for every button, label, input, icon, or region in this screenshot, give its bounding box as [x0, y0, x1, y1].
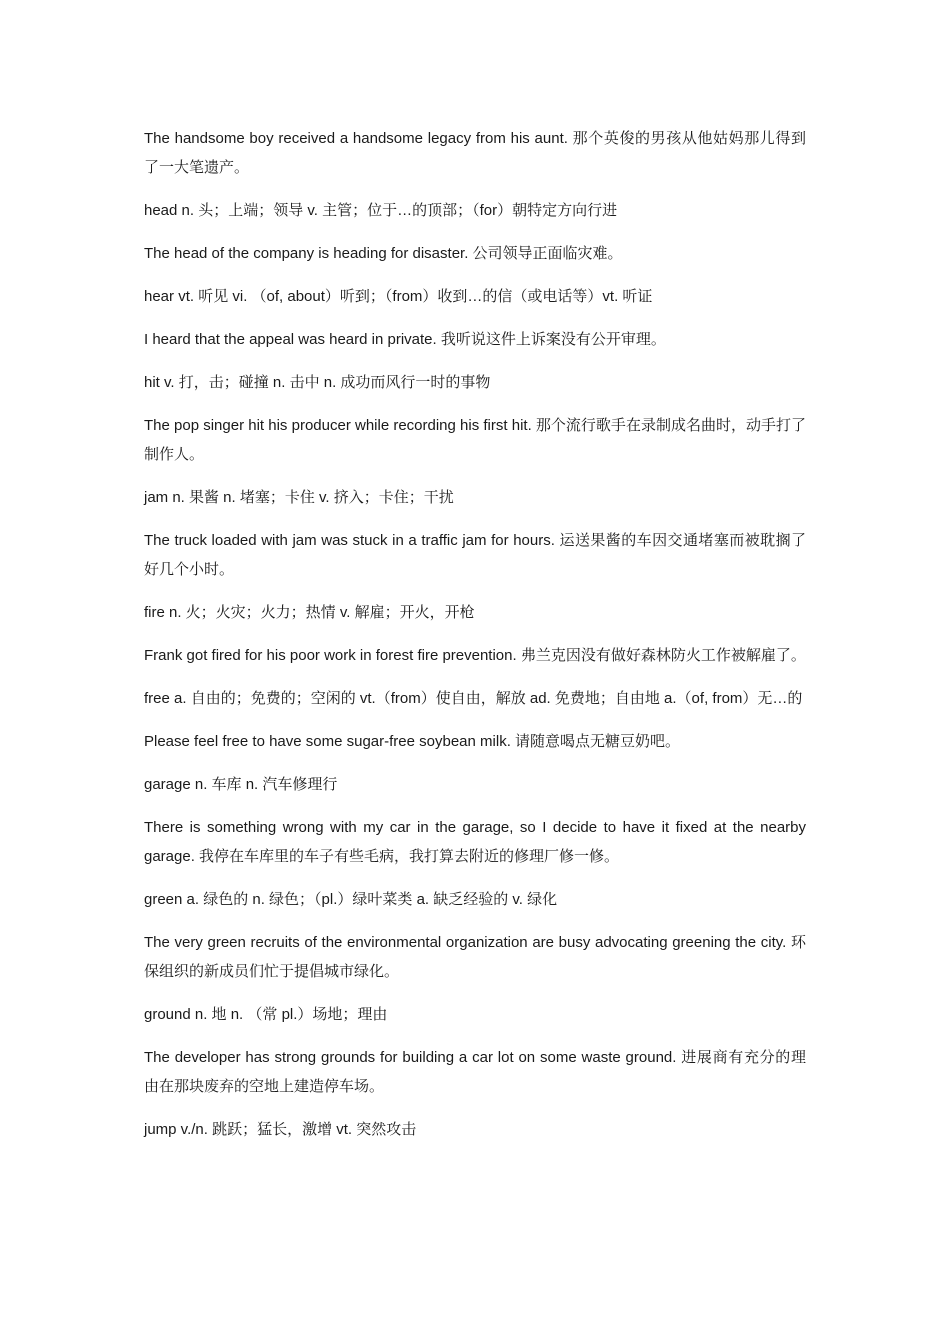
entry-jam: jam n. 果酱 n. 堵塞；卡住 v. 挤入；卡住；干扰	[144, 489, 454, 506]
entry-garage: garage n. 车库 n. 汽车修理行	[144, 776, 338, 793]
entry-free: free a. 自由的；免费的；空闲的 vt.（from）使自由，解放 ad. 免费地；自由地 a.（of, from）无…的	[144, 690, 803, 707]
example-sentence-hear: I heard that the appeal was heard in private. 我听说这件上诉案没有公开审理。	[144, 331, 666, 348]
entry-hear: hear vt. 听见 vi. （of, about）听到；（from）收到…的信（或电话等）vt. 听证	[144, 288, 653, 305]
entry-hit: hit v. 打，击；碰撞 n. 击中 n. 成功而风行一时的事物	[144, 374, 491, 391]
example-sentence-head: The head of the company is heading for disaster. 公司领导正面临灾难。	[144, 245, 623, 262]
document-body	[144, 124, 806, 1158]
example-sentence-green: The very green recruits of the environmental organization are busy advocating greening the city. 环保组织的新成员们忙于提倡城市绿化。	[144, 934, 806, 980]
entry-head: head n. 头；上端；领导 v. 主管；位于…的顶部；（for）朝特定方向行进	[144, 202, 618, 219]
example-sentence-hit: The pop singer hit his producer while recording his first hit. 那个流行歌手在录制成名曲时，动手打了制作人。	[144, 417, 806, 463]
example-sentence-ground: The developer has strong grounds for building a car lot on some waste ground. 进展商有充分的理由在那块废弃的空地上建造停车场。	[144, 1049, 806, 1095]
example-sentence-handsome: The handsome boy received a handsome legacy from his aunt. 那个英俊的男孩从他姑妈那儿得到了一大笔遗产。	[144, 130, 806, 176]
entry-jump: jump v./n. 跳跃；猛长，激增 vt. 突然攻击	[144, 1121, 417, 1138]
example-sentence-garage: There is something wrong with my car in the garage, so I decide to have it fixed at the nearby garage. 我停在车库里的车子有些毛病，我打算去附近的修理厂修一修。	[144, 819, 806, 865]
example-sentence-free: Please feel free to have some sugar-free soybean milk. 请随意喝点无糖豆奶吧。	[144, 733, 681, 750]
entry-green: green a. 绿色的 n. 绿色；（pl.）绿叶菜类 a. 缺乏经验的 v. 绿化	[144, 891, 558, 908]
entry-fire: fire n. 火；火灾；火力；热情 v. 解雇；开火，开枪	[144, 604, 475, 621]
example-sentence-fire: Frank got fired for his poor work in forest fire prevention. 弗兰克因没有做好森林防火工作被解雇了。	[144, 647, 806, 664]
example-sentence-jam: The truck loaded with jam was stuck in a traffic jam for hours. 运送果酱的车因交通堵塞而被耽搁了好几个小时。	[144, 532, 806, 578]
entry-ground: ground n. 地 n. （常 pl.）场地；理由	[144, 1006, 388, 1023]
